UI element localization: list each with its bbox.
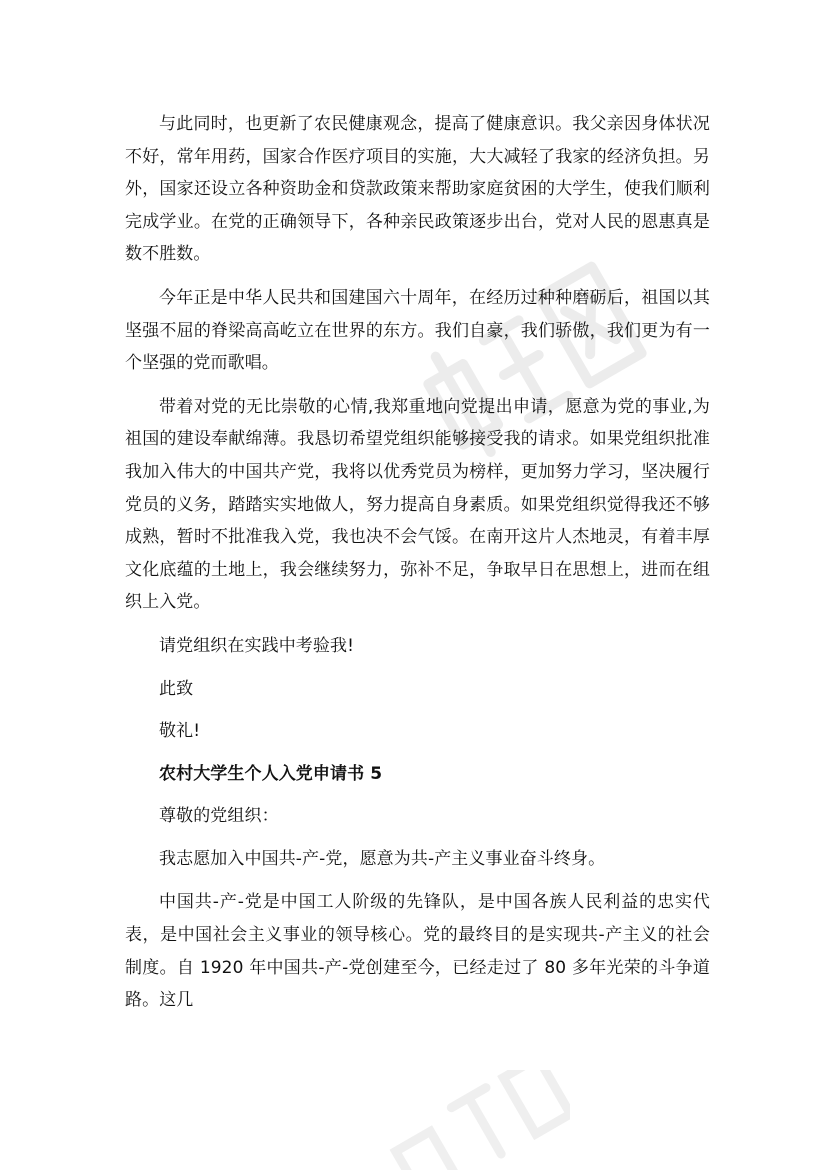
section-heading: 农村大学生个人入党申请书 5	[159, 763, 383, 784]
paragraph-2: 今年正是中华人民共和国建国六十周年，在经历过种种磨砺后，祖国以其坚强不屈的脊梁高高屹立在世界的东方。我们自豪，我们骄傲，我们更为有一个坚强的党而歌唱。	[125, 287, 710, 374]
closing-respect: 敬礼!	[159, 721, 201, 742]
document-body	[125, 108, 710, 1028]
paragraph-party-intro: 中国共-产-党是中国工人阶级的先锋队，是中国各族人民利益的忠实代表，是中国社会主义事业的领导核心。党的最终目的是实现共-产主义的社会制度。自 1920 年中国共-产-党创建至今，已经走过了 80 多年光荣的斗争道路。这几	[125, 892, 710, 1011]
paragraph-1: 与此同时，也更新了农民健康观念，提高了健康意识。我父亲因身体状况不好，常年用药，国家合作医疗项目的实施，大大减轻了我家的经济负担。另外，国家还设立各种资助金和贷款政策来帮助家庭贫困的大学生，使我们顺利完成学业。在党的正确领导下，各种亲民政策逐步出台，党对人民的恩惠真是数不胜数。	[125, 114, 710, 265]
paragraph-3: 带着对党的无比崇敬的心情,我郑重地向党提出申请，愿意为党的事业,为祖国的建设奉献绵薄。我恳切希望党组织能够接受我的请求。如果党组织批准我加入伟大的中国共产党，我将以优秀党员为榜样，更加努力学习，坚决履行党员的义务，踏踏实实地做人，努力提高自身素质。如果党组织觉得我还不够成熟，暂时不批准我入党，我也决不会气馁。在南开这片人杰地灵，有着丰厚文化底蕴的土地上，我会继续努力，弥补不足，争取早日在思想上，进而在组织上入党。	[125, 396, 710, 613]
paragraph-pledge: 我志愿加入中国共-产-党，愿意为共-产主义事业奋斗终身。	[159, 848, 606, 869]
watermark-logo-bottom	[370, 1070, 570, 1170]
closing-salutation: 此致	[159, 678, 194, 699]
paragraph-request: 请党组织在实践中考验我!	[159, 635, 355, 656]
greeting: 尊敬的党组织：	[159, 806, 279, 827]
